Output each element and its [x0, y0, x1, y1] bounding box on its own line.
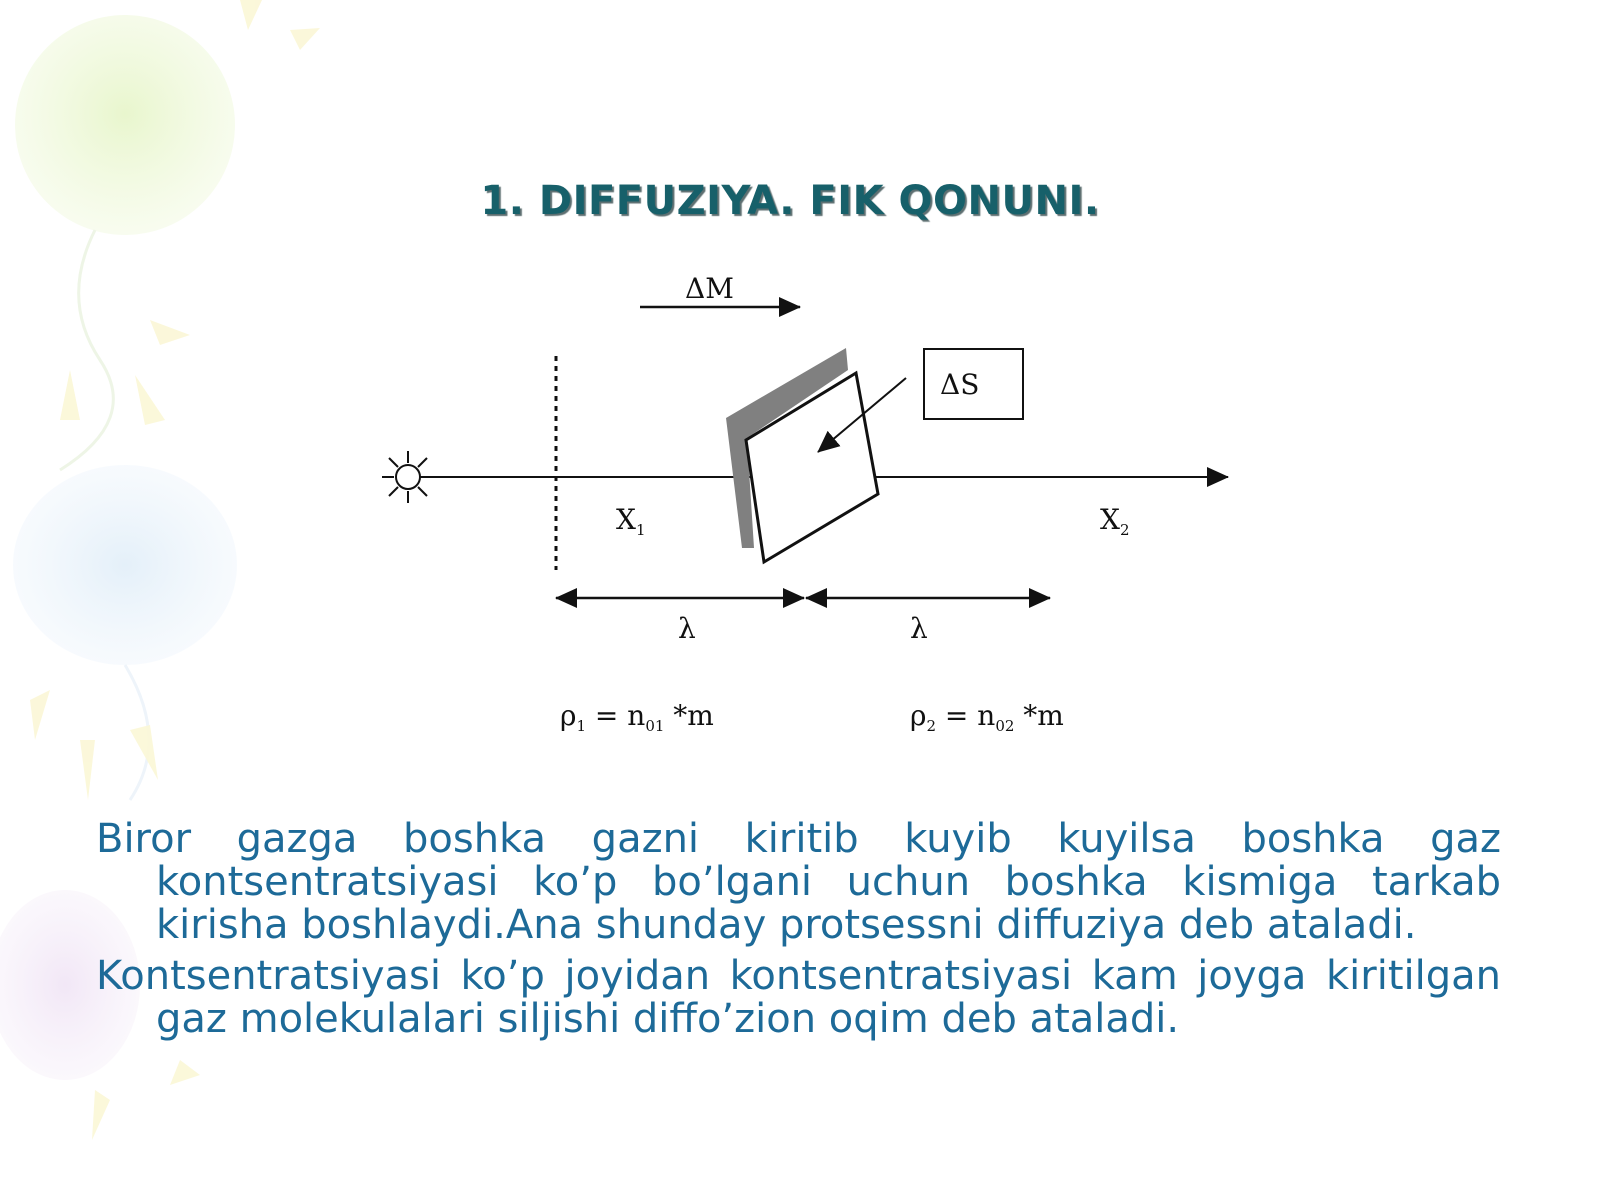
lambda-right-label: λ [910, 612, 928, 645]
x1-label: X [616, 503, 636, 536]
area-label: ΔS [940, 368, 980, 401]
sun-icon [382, 451, 434, 503]
diffusion-diagram [380, 270, 1260, 760]
rho2-formula: $\rho_2 = n_{02}$ *m [910, 699, 1064, 735]
paragraph-diffusion-definition: Biror gazga boshka gazni kiritib kuyib kuyilsa boshka gaz kontsentratsiyasi ko’p bo’lgani uchun boshka kismiga tarkab kirisha boshlaydi.Ana shunday protsessni diffuziya deb ataladi. [96, 816, 1501, 948]
lambda-left-label: λ [678, 612, 696, 645]
body-text [96, 818, 1501, 1049]
x2-label: X [1100, 503, 1120, 536]
svg-text:X1 [616, 503, 645, 539]
paragraph-diffusion-flux: Kontsentratsiyasi ko’p joyidan kontsentratsiyasi kam joyga kiritilgan gaz molekulalari siljishi diffo’zion oqim deb ataladi. [96, 953, 1501, 1042]
svg-text:X2 [1100, 503, 1129, 539]
x1-subscript: 1 [635, 521, 646, 539]
rho1-formula: $\rho_1 = n_{01}$ *m [560, 699, 714, 735]
blue-balloon [13, 465, 237, 665]
x2-subscript: 2 [1119, 521, 1130, 539]
mass-label: ΔM [685, 272, 734, 305]
slide-title: 1. DIFFUZIYA. FIK QONUNI. [480, 178, 1100, 224]
